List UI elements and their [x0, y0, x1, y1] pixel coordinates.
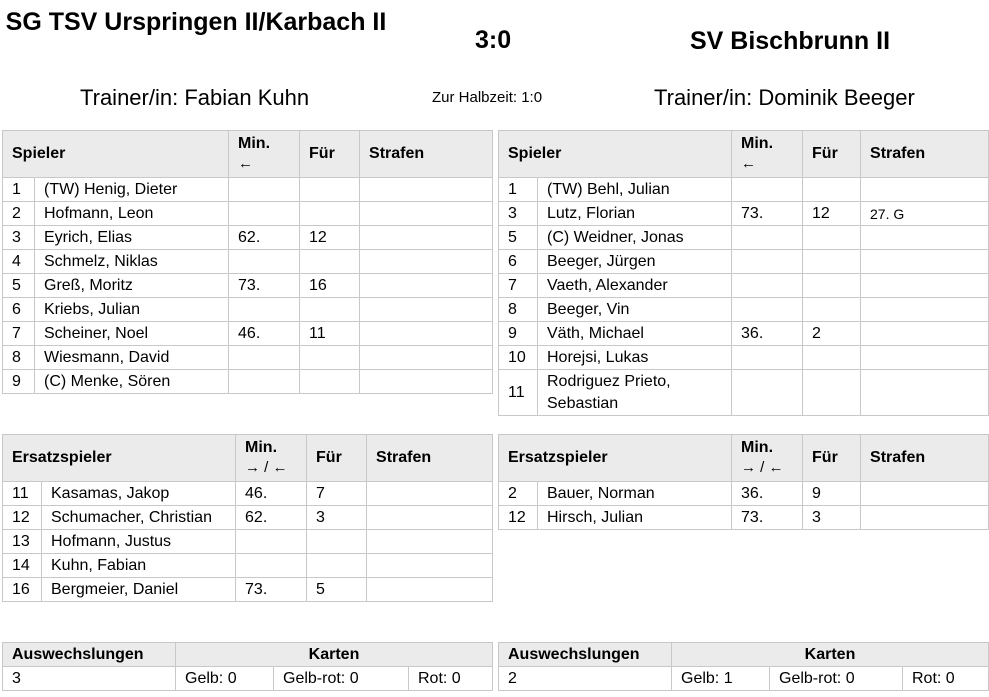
table-row	[499, 506, 989, 530]
player-name: Beeger, Vin	[538, 298, 732, 322]
col-header-min: Min. ←	[732, 131, 803, 178]
player-name: Hofmann, Leon	[35, 202, 229, 226]
away-starters-table	[498, 130, 989, 416]
player-name: (C) Menke, Sören	[35, 370, 229, 394]
minute-cell: 73.	[236, 578, 307, 602]
player-number: 12	[3, 506, 42, 530]
home-summary-table	[2, 642, 493, 691]
col-header-karten: Karten	[672, 643, 989, 667]
penalty-cell	[367, 482, 493, 506]
penalty-cell	[367, 506, 493, 530]
col-header-min: Min. ←	[229, 131, 300, 178]
red-card-count: Rot: 0	[409, 667, 493, 691]
player-number: 2	[499, 482, 538, 506]
player-number: 7	[3, 322, 35, 346]
table-row	[3, 322, 493, 346]
home-team-name: SG TSV Urspringen II/Karbach II	[5, 8, 387, 36]
minute-cell: 62.	[229, 226, 300, 250]
red-card-count: Rot: 0	[903, 667, 989, 691]
minute-cell	[732, 298, 803, 322]
player-name: Vaeth, Alexander	[538, 274, 732, 298]
penalty-cell	[367, 530, 493, 554]
penalty-cell	[360, 250, 493, 274]
penalty-cell	[861, 482, 989, 506]
penalty-cell	[861, 226, 989, 250]
table-row	[499, 226, 989, 250]
table-row	[3, 506, 493, 530]
penalty-cell	[360, 322, 493, 346]
table-row	[3, 554, 493, 578]
minute-cell: 36.	[732, 322, 803, 346]
minute-cell: 46.	[236, 482, 307, 506]
player-number: 14	[3, 554, 42, 578]
player-name: Schumacher, Christian	[42, 506, 236, 530]
player-number: 3	[3, 226, 35, 250]
minute-cell	[732, 250, 803, 274]
minute-cell: 73.	[732, 506, 803, 530]
minute-cell	[732, 178, 803, 202]
col-header-strafen: Strafen	[360, 131, 493, 178]
player-name: Kasamas, Jakop	[42, 482, 236, 506]
table-row	[499, 298, 989, 322]
penalty-cell: 27. G	[861, 202, 989, 226]
replaced-player-cell	[300, 370, 360, 394]
table-row	[499, 322, 989, 346]
player-name: (TW) Behl, Julian	[538, 178, 732, 202]
penalty-cell	[360, 370, 493, 394]
player-number: 6	[499, 250, 538, 274]
table-row	[3, 530, 493, 554]
penalty-cell	[360, 226, 493, 250]
col-header-fuer: Für	[803, 131, 861, 178]
col-header-auswechslungen: Auswechslungen	[3, 643, 176, 667]
minute-cell	[732, 226, 803, 250]
replaced-player-cell: 12	[300, 226, 360, 250]
player-number: 9	[499, 322, 538, 346]
table-row	[3, 274, 493, 298]
player-name: (TW) Henig, Dieter	[35, 178, 229, 202]
col-header-ersatzspieler: Ersatzspieler	[3, 435, 236, 482]
player-number: 12	[499, 506, 538, 530]
penalty-cell	[367, 578, 493, 602]
penalty-cell	[360, 178, 493, 202]
player-number: 5	[3, 274, 35, 298]
player-number: 8	[3, 346, 35, 370]
minute-cell	[236, 530, 307, 554]
table-row	[3, 346, 493, 370]
substitution-count: 3	[3, 667, 176, 691]
replaced-player-cell	[803, 250, 861, 274]
table-row	[499, 274, 989, 298]
table-row	[3, 178, 493, 202]
player-name: Lutz, Florian	[538, 202, 732, 226]
penalty-cell	[861, 298, 989, 322]
penalty-cell	[360, 298, 493, 322]
away-summary-table	[498, 642, 989, 691]
col-header-min: Min. → / ←	[236, 435, 307, 482]
player-name: Scheiner, Noel	[35, 322, 229, 346]
col-header-strafen: Strafen	[367, 435, 493, 482]
player-number: 16	[3, 578, 42, 602]
player-number: 11	[499, 370, 538, 416]
table-row	[3, 578, 493, 602]
halftime-score: Zur Halbzeit: 1:0	[432, 89, 543, 106]
final-score: 3:0	[475, 26, 512, 54]
player-name: Horejsi, Lukas	[538, 346, 732, 370]
player-name: Bergmeier, Daniel	[42, 578, 236, 602]
player-number: 4	[3, 250, 35, 274]
minute-cell: 73.	[732, 202, 803, 226]
table-row	[499, 482, 989, 506]
col-header-fuer: Für	[307, 435, 367, 482]
player-name: Hirsch, Julian	[538, 506, 732, 530]
replaced-player-cell: 3	[307, 506, 367, 530]
yellow-card-count: Gelb: 1	[672, 667, 770, 691]
player-number: 6	[3, 298, 35, 322]
penalty-cell	[360, 274, 493, 298]
player-name: Beeger, Jürgen	[538, 250, 732, 274]
replaced-player-cell	[300, 178, 360, 202]
table-row	[3, 226, 493, 250]
minute-cell	[732, 274, 803, 298]
replaced-player-cell: 3	[803, 506, 861, 530]
home-starters-table	[2, 130, 493, 394]
replaced-player-cell	[300, 298, 360, 322]
table-row	[499, 250, 989, 274]
minute-cell	[732, 346, 803, 370]
minute-cell: 73.	[229, 274, 300, 298]
col-header-strafen: Strafen	[861, 131, 989, 178]
table-row	[499, 178, 989, 202]
player-number: 5	[499, 226, 538, 250]
minute-cell: 62.	[236, 506, 307, 530]
minute-cell	[236, 554, 307, 578]
penalty-cell	[360, 202, 493, 226]
replaced-player-cell	[307, 554, 367, 578]
penalty-cell	[861, 370, 989, 416]
replaced-player-cell	[803, 178, 861, 202]
player-number: 7	[499, 274, 538, 298]
col-header-min: Min. → / ←	[732, 435, 803, 482]
col-header-auswechslungen: Auswechslungen	[499, 643, 672, 667]
player-name: Rodriguez Prieto, Sebastian	[538, 370, 732, 416]
yellow-card-count: Gelb: 0	[176, 667, 274, 691]
table-row	[3, 202, 493, 226]
replaced-player-cell: 12	[803, 202, 861, 226]
replaced-player-cell	[803, 346, 861, 370]
player-number: 13	[3, 530, 42, 554]
replaced-player-cell	[803, 370, 861, 416]
replaced-player-cell: 2	[803, 322, 861, 346]
replaced-player-cell	[300, 346, 360, 370]
player-number: 8	[499, 298, 538, 322]
player-number: 2	[3, 202, 35, 226]
yellow-red-card-count: Gelb-rot: 0	[770, 667, 903, 691]
penalty-cell	[861, 506, 989, 530]
table-row	[499, 346, 989, 370]
replaced-player-cell: 16	[300, 274, 360, 298]
replaced-player-cell	[803, 298, 861, 322]
col-header-spieler: Spieler	[499, 131, 732, 178]
col-header-ersatzspieler: Ersatzspieler	[499, 435, 732, 482]
player-name: (C) Weidner, Jonas	[538, 226, 732, 250]
table-row	[3, 250, 493, 274]
player-name: Bauer, Norman	[538, 482, 732, 506]
table-row	[3, 298, 493, 322]
replaced-player-cell	[307, 530, 367, 554]
replaced-player-cell	[300, 202, 360, 226]
replaced-player-cell: 11	[300, 322, 360, 346]
player-name: Wiesmann, David	[35, 346, 229, 370]
minute-cell	[732, 370, 803, 416]
player-number: 3	[499, 202, 538, 226]
minute-cell	[229, 370, 300, 394]
replaced-player-cell: 7	[307, 482, 367, 506]
player-name: Väth, Michael	[538, 322, 732, 346]
player-number: 9	[3, 370, 35, 394]
table-row	[3, 482, 493, 506]
player-name: Greß, Moritz	[35, 274, 229, 298]
penalty-cell	[367, 554, 493, 578]
replaced-player-cell	[300, 250, 360, 274]
table-row	[3, 370, 493, 394]
penalty-cell	[861, 322, 989, 346]
home-subs-table	[2, 434, 493, 602]
penalty-cell	[861, 346, 989, 370]
col-header-fuer: Für	[300, 131, 360, 178]
table-row	[499, 202, 989, 226]
replaced-player-cell: 9	[803, 482, 861, 506]
col-header-spieler: Spieler	[3, 131, 229, 178]
yellow-red-card-count: Gelb-rot: 0	[274, 667, 409, 691]
col-header-karten: Karten	[176, 643, 493, 667]
player-number: 1	[499, 178, 538, 202]
player-name: Eyrich, Elias	[35, 226, 229, 250]
minute-cell: 46.	[229, 322, 300, 346]
col-header-strafen: Strafen	[861, 435, 989, 482]
player-name: Kuhn, Fabian	[42, 554, 236, 578]
minute-cell	[229, 202, 300, 226]
penalty-cell	[861, 274, 989, 298]
penalty-cell	[861, 250, 989, 274]
minute-cell: 36.	[732, 482, 803, 506]
player-number: 1	[3, 178, 35, 202]
replaced-player-cell	[803, 274, 861, 298]
col-header-fuer: Für	[803, 435, 861, 482]
away-team-name: SV Bischbrunn II	[689, 27, 891, 55]
replaced-player-cell	[803, 226, 861, 250]
away-subs-table	[498, 434, 989, 530]
minute-cell	[229, 298, 300, 322]
home-trainer: Trainer/in: Fabian Kuhn	[80, 85, 310, 110]
minute-cell	[229, 346, 300, 370]
player-number: 11	[3, 482, 42, 506]
player-number: 10	[499, 346, 538, 370]
table-row	[499, 370, 989, 416]
minute-cell	[229, 178, 300, 202]
minute-cell	[229, 250, 300, 274]
player-name: Hofmann, Justus	[42, 530, 236, 554]
player-name: Kriebs, Julian	[35, 298, 229, 322]
penalty-cell	[360, 346, 493, 370]
away-trainer: Trainer/in: Dominik Beeger	[654, 85, 915, 110]
replaced-player-cell: 5	[307, 578, 367, 602]
substitution-count: 2	[499, 667, 672, 691]
player-name: Schmelz, Niklas	[35, 250, 229, 274]
penalty-cell	[861, 178, 989, 202]
